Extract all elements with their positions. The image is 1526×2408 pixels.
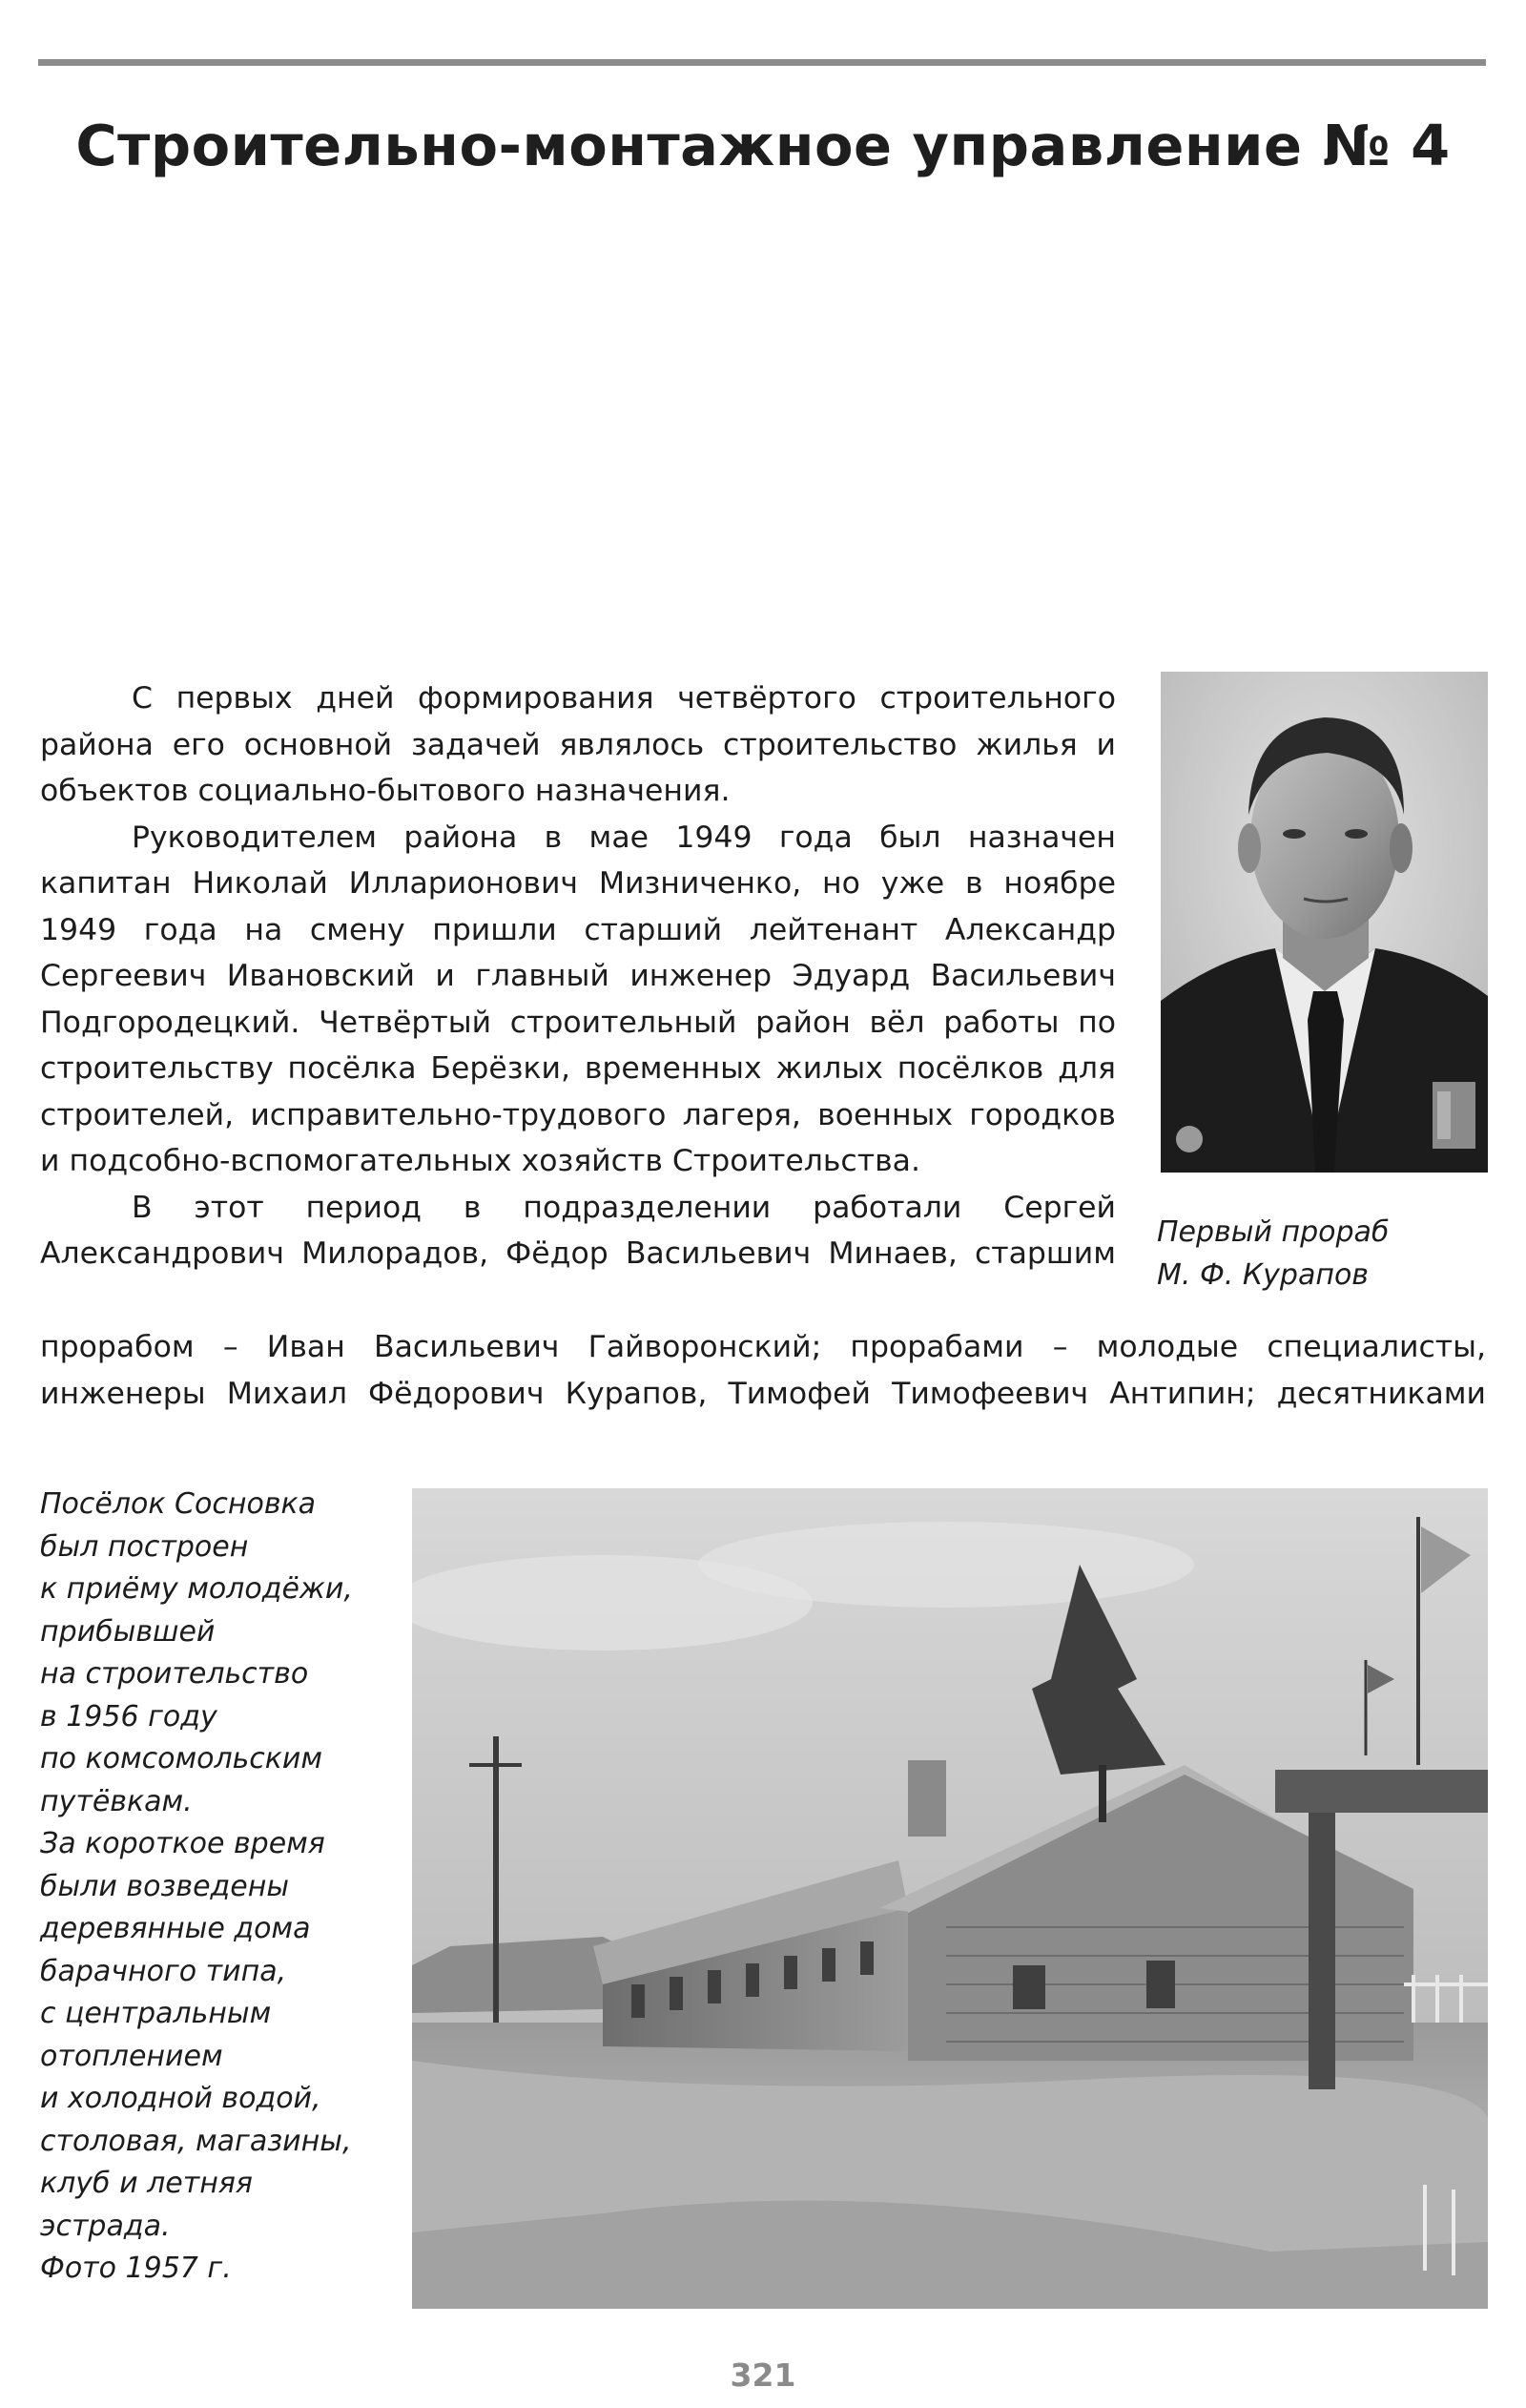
continuation-line-1: прорабом – Иван Васильевич Гайворонский; прорабами – молодые специалисты, [40, 1330, 1486, 1364]
village-caption-line: столовая, магазины, [40, 2124, 352, 2158]
village-caption-line: по комсомольским [40, 1742, 323, 1775]
village-caption [40, 1484, 402, 2291]
portrait-caption-line: Первый прораб [1157, 1215, 1390, 1249]
portrait-caption [1157, 1212, 1481, 1297]
portrait-photo-image [1161, 672, 1488, 1173]
page-title: Строительно-монтажное управление № 4 [75, 113, 1451, 178]
portrait-caption-line: М. Ф. Курапов [1157, 1257, 1369, 1292]
village-caption-line: деревянные дома [40, 1912, 311, 1945]
village-caption-line: Посёлок Сосновка [40, 1487, 316, 1521]
village-photo-image [412, 1488, 1488, 2309]
village-caption-line: путёвкам. [40, 1784, 193, 1818]
village-caption-line: и холодной водой, [40, 2082, 321, 2115]
village-caption-line: отоплением [40, 2039, 223, 2073]
village-caption-line: к приёму молодёжи, [40, 1572, 353, 1606]
village-caption-line: клуб и летняя [40, 2167, 253, 2200]
continuation-line-2: инженеры Михаил Фёдорович Курапов, Тимофей Тимофеевич Антипин; десятниками [40, 1376, 1486, 1411]
village-caption-line: Фото 1957 г. [40, 2252, 232, 2285]
article-column [40, 675, 1116, 1277]
village-caption-line: были возведены [40, 1869, 290, 1903]
paragraph-1: С первых дней формирования четвёртого строительного района его основной задачей являлось строительство жилья и объектов социально-бытового назначения. [40, 681, 1116, 808]
page-number: 321 [730, 2356, 796, 2394]
portrait-photo [1161, 672, 1488, 1173]
village-caption-line: прибывшей [40, 1614, 216, 1649]
village-caption-line: барачного типа, [40, 1954, 287, 1988]
village-caption-line: был построен [40, 1529, 249, 1564]
village-caption-line: эстрада. [40, 2209, 171, 2243]
paragraph-2: Руководителем района в мае 1949 года был назначен капитан Николай Илларионович Мизниченко, но уже в ноябре 1949 года на смену пришли старший лейтенант Александр Сергеевич Ивановский и главный инженер Эдуард Васильевич Подгородецкий. Четвёртый строительный район вёл работы по строительству посёлка Берёзки, временных жилых посёлков для строителей, исправительно-трудового лагеря, военных городков и подсобно-вспомогательных хозяйств Строительства. [40, 820, 1116, 1178]
village-photo [412, 1488, 1488, 2309]
village-caption-line: За короткое время [40, 1827, 325, 1860]
village-caption-line: на строительство [40, 1657, 309, 1691]
article-continuation [40, 1324, 1486, 1417]
village-caption-line: с центральным [40, 1997, 272, 2030]
top-rule [38, 59, 1486, 66]
village-caption-line: в 1956 году [40, 1699, 217, 1733]
paragraph-3: В этот период в подразделении работали Сергей Александрович Милорадов, Фёдор Васильевич Минаев, старшим [40, 1190, 1116, 1271]
